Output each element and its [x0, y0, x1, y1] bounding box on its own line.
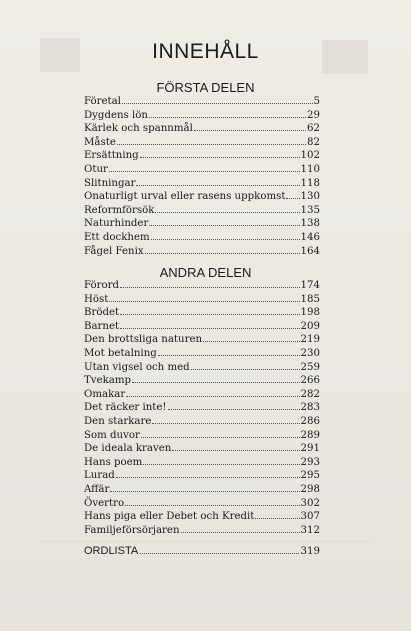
toc-entry-title: Onaturligt urval eller rasens uppkomst	[84, 191, 286, 203]
toc-entry-title: Reformförsök	[84, 204, 155, 216]
toc-entry	[84, 509, 320, 523]
dot-leader	[149, 108, 306, 118]
toc-entry-title: Kärlek och spannmål	[84, 123, 193, 135]
toc-entry-title: Fågel Fenix	[84, 245, 144, 257]
toc-entry	[84, 230, 320, 244]
part2-heading: ANDRA DELEN	[159, 265, 252, 280]
toc-entry-title: Barnet	[84, 320, 120, 332]
toc-entry-page: 135	[300, 204, 320, 216]
toc-entry-page: 312	[300, 524, 320, 536]
toc-entry-page: 130	[300, 191, 320, 203]
toc-entry-page: 295	[300, 470, 320, 482]
toc-entry	[84, 121, 320, 135]
toc-entry	[84, 332, 320, 346]
dot-leader	[141, 428, 300, 438]
dot-leader	[151, 230, 300, 240]
toc-entry-title: Företal	[84, 96, 121, 107]
toc-entry-page: 219	[300, 334, 320, 346]
dot-leader	[152, 414, 299, 424]
dot-leader	[140, 148, 300, 158]
toc-entry-page: 266	[300, 375, 320, 387]
toc-entry-page: 209	[300, 320, 320, 332]
toc-entry	[84, 305, 320, 319]
ordlista-entry	[84, 544, 320, 557]
part1-heading: FÖRSTA DELEN	[156, 80, 255, 95]
toc-entry-page: 286	[300, 415, 320, 427]
toc-entry-page: 62	[307, 123, 320, 135]
toc-entry	[84, 148, 320, 162]
toc-entry-title: Höst	[84, 293, 109, 305]
toc-entry-title: Övertro	[84, 497, 125, 509]
dot-leader	[143, 455, 299, 465]
toc-entry	[84, 523, 320, 537]
toc-entry-title: Naturhinder	[84, 218, 149, 230]
dot-leader	[120, 278, 300, 288]
dot-leader	[117, 135, 306, 145]
toc-entry-page: 198	[300, 307, 320, 319]
toc-entry	[84, 414, 320, 428]
toc-entry	[84, 496, 320, 510]
toc-entry-title: Brödet	[84, 307, 120, 319]
toc-entry-title: Otur	[84, 163, 108, 175]
toc-entry	[84, 108, 320, 122]
toc-entry-title: Ersättning	[84, 150, 139, 162]
dot-leader	[194, 121, 306, 131]
toc-entry	[84, 373, 320, 387]
dot-leader	[155, 203, 299, 213]
dot-leader	[120, 305, 299, 315]
toc-entry-page: 283	[300, 402, 320, 414]
toc-entry-title: De ideala kraven	[84, 443, 172, 455]
toc-entry	[84, 360, 320, 374]
toc-entry-page: 298	[300, 483, 320, 495]
toc-entry	[84, 482, 320, 496]
toc-entry-page: 5	[313, 96, 320, 107]
toc-entry-page: 307	[300, 511, 320, 523]
dot-leader	[126, 387, 299, 397]
toc-entry-page: 146	[300, 231, 320, 243]
dot-leader	[140, 544, 298, 554]
toc-entry-page: 118	[300, 177, 320, 189]
toc-entry	[84, 441, 320, 455]
toc-entry-page: 293	[300, 456, 320, 468]
toc-entry-title: Ett dockhem	[84, 231, 150, 243]
toc-entry	[84, 216, 320, 230]
toc-entry-page: 259	[300, 361, 320, 373]
toc-entry-page: 29	[307, 109, 320, 121]
toc-entry-title: Hans poem	[84, 456, 143, 468]
dot-leader	[110, 482, 299, 492]
toc-entry-page: 138	[300, 218, 320, 230]
toc-entry-title: Utan vigsel och med	[84, 361, 190, 373]
dot-leader	[125, 496, 299, 506]
toc-entry-title: Tvekamp	[84, 375, 132, 387]
dot-leader	[136, 176, 299, 186]
toc-entry-page: 164	[300, 245, 320, 257]
dot-leader	[109, 162, 300, 172]
toc-entry-title: Den starkare	[84, 415, 152, 427]
toc-entry	[84, 94, 320, 108]
dot-leader	[172, 441, 299, 451]
toc-entry	[84, 319, 320, 333]
dot-leader	[181, 523, 300, 533]
toc-entry	[84, 244, 320, 258]
toc-entry-title: Mot betalning	[84, 347, 157, 359]
toc-entry-page: 282	[300, 388, 320, 400]
toc-entry-page: 291	[300, 443, 320, 455]
toc-entry-title: Det räcker inte!	[84, 402, 167, 414]
toc-entry-page: 185	[300, 293, 320, 305]
toc-entry	[84, 468, 320, 482]
dot-leader	[203, 332, 300, 342]
dot-leader	[191, 360, 300, 370]
toc-entry	[84, 162, 320, 176]
toc-entry	[84, 135, 320, 149]
dot-leader	[145, 244, 300, 254]
dot-leader	[158, 346, 300, 356]
ordlista-title: ORDLISTA	[84, 545, 139, 557]
toc-entry-page: 302	[300, 497, 320, 509]
toc-entry-title: Förord	[84, 280, 120, 291]
toc-entry	[84, 189, 320, 203]
dot-leader	[149, 216, 299, 226]
dot-leader	[168, 400, 300, 410]
toc-entry-title: Affär	[84, 483, 110, 495]
toc-entry-title: Omakar	[84, 388, 126, 400]
toc-entry-title: Lurad	[84, 470, 115, 482]
toc-entry-title: Slitningar	[84, 177, 136, 189]
toc-entry	[84, 387, 320, 401]
toc-entry-page: 289	[300, 429, 320, 441]
toc-entry-page: 174	[300, 280, 320, 291]
toc-entry-title: Måste	[84, 136, 116, 148]
toc-entry	[84, 428, 320, 442]
dot-leader	[255, 509, 299, 519]
toc-entry	[84, 400, 320, 414]
dot-leader	[132, 373, 300, 383]
toc-entry-page: 110	[300, 163, 320, 175]
toc-entry-page: 230	[300, 347, 320, 359]
toc-entry-title: Hans piga eller Debet och Kredit	[84, 511, 255, 523]
bleed-through-mark	[40, 540, 370, 543]
toc-entry-title: Den brottsliga naturen	[84, 334, 203, 346]
toc-entry	[84, 346, 320, 360]
toc-entry	[84, 176, 320, 190]
toc-entry	[84, 292, 320, 306]
part2-toc	[84, 278, 320, 536]
toc-entry	[84, 455, 320, 469]
toc-entry-title: Dygdens lön	[84, 109, 148, 121]
dot-leader	[109, 292, 299, 302]
toc-entry-title: Som duvor	[84, 429, 140, 441]
page-title: INNEHÅLL	[152, 40, 259, 63]
toc-entry	[84, 203, 320, 217]
part1-toc	[84, 94, 320, 257]
dot-leader	[286, 189, 299, 199]
toc-entry-page: 82	[307, 136, 320, 148]
ordlista-page: 319	[300, 546, 320, 557]
toc-entry	[84, 278, 320, 292]
dot-leader	[120, 319, 299, 329]
dot-leader	[122, 94, 313, 104]
toc-entry-title: Familjeförsörjaren	[84, 524, 180, 536]
dot-leader	[116, 468, 300, 478]
toc-entry-page: 102	[300, 150, 320, 162]
